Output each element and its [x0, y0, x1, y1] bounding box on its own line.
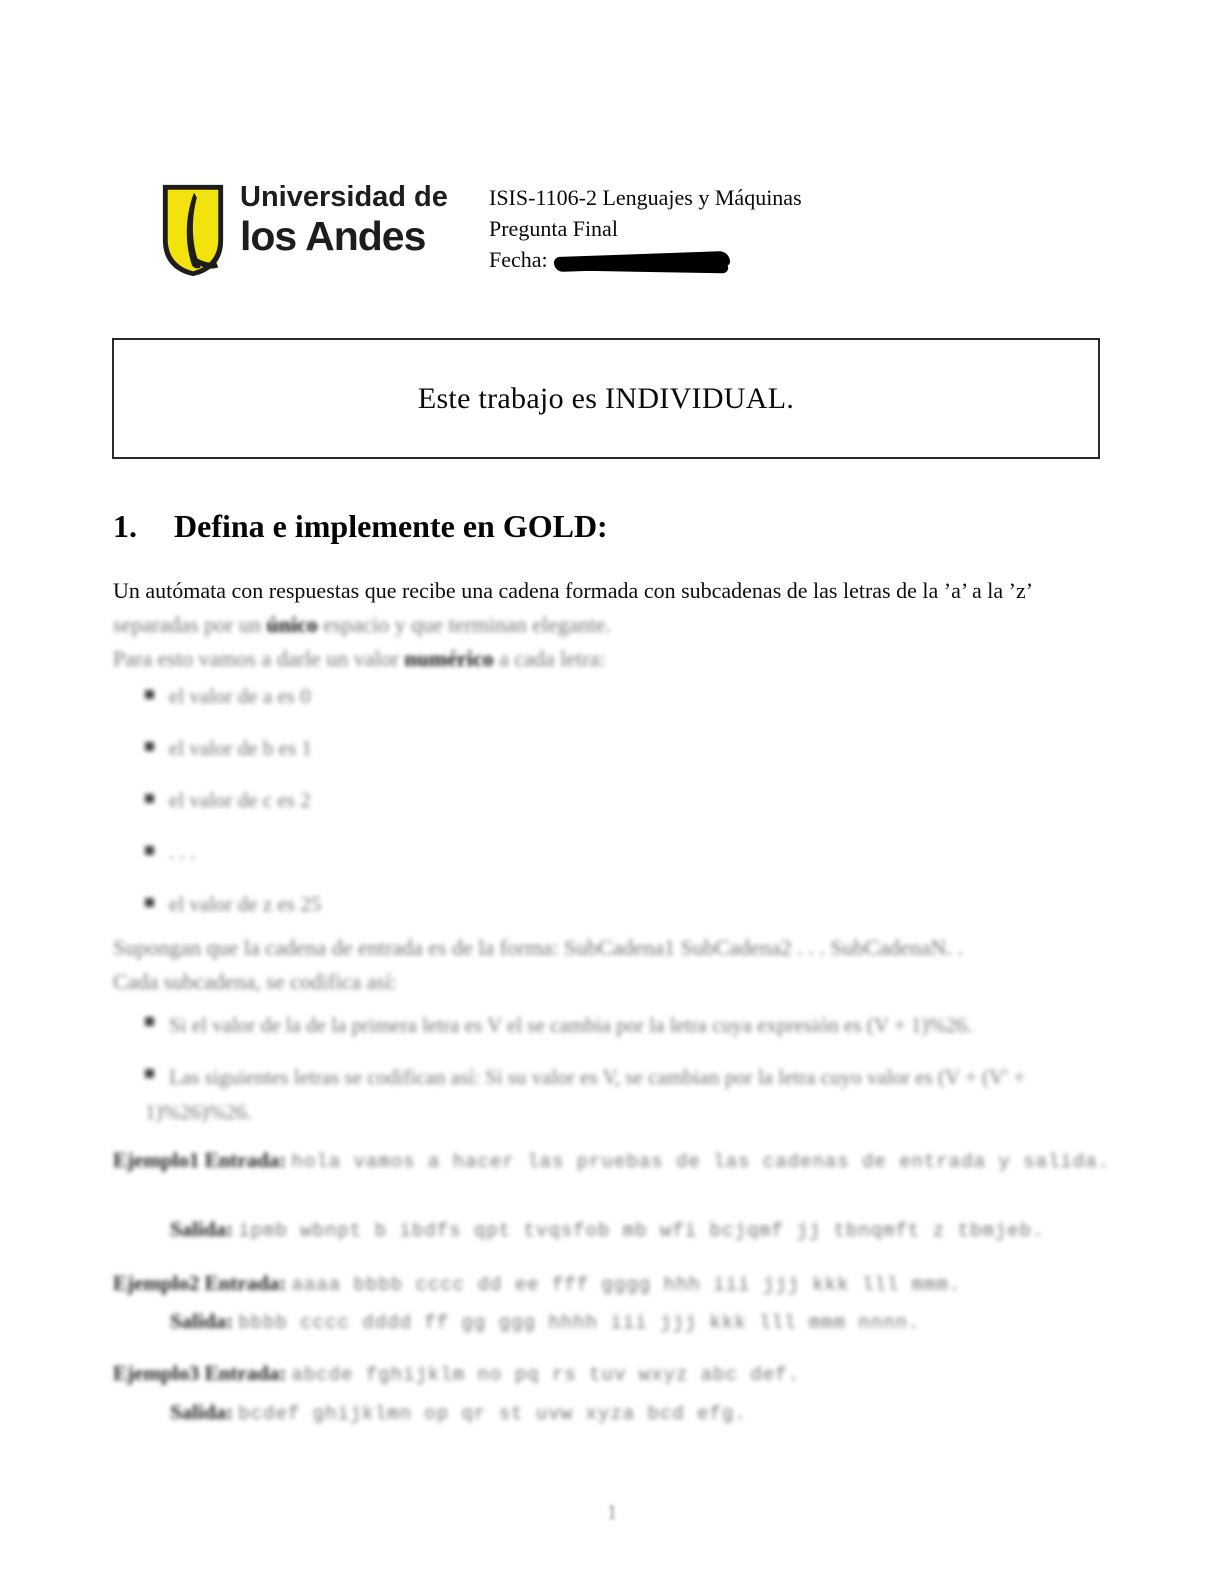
course-title: ISIS-1106-2 Lenguajes y Máquinas: [489, 185, 802, 210]
output-label: Salida:: [170, 1217, 234, 1241]
example-1-input: [113, 1145, 1128, 1177]
redacted-date: [553, 251, 729, 272]
example-2-output: [170, 1306, 1128, 1338]
individual-notice-box: [112, 338, 1100, 459]
example-label: Ejemplo1 Entrada:: [113, 1148, 287, 1172]
example-label: Ejemplo3 Entrada:: [113, 1361, 287, 1385]
section-number: 1.: [113, 508, 137, 544]
letter-value-list: [145, 686, 321, 946]
section-title: Defina e implemente en GOLD:: [174, 508, 608, 544]
example-input-text: hola vamos a hacer las pruebas de las cadenas de entrada y salida.: [291, 1151, 1111, 1173]
intro-line-1: Un autómata con respuestas que recibe una cadena formada con subcadenas de las letras de la ’a’ a la ’z’: [113, 578, 1034, 603]
intro-line-2-bold: único: [266, 612, 318, 637]
square-bullet-icon: [145, 846, 154, 855]
list-item-text: el valor de a es 0: [169, 684, 311, 708]
intro-line-2-pre: separadas por un: [113, 612, 267, 637]
date-label: Fecha:: [489, 247, 548, 272]
logo-line2: los Andes: [240, 213, 426, 259]
university-logo-text: [240, 181, 448, 258]
intro-line-3-blurred: [113, 642, 1108, 676]
rule-text: Las siguientes letras se codifican así: Si su valor es V, se cambian por la letra cuyo valor es (V + (V' + 1)%26)%26.: [145, 1065, 1026, 1124]
encoding-line-1-blurred: Supongan que la cadena de entrada es de la forma: SubCadena1 SubCadena2 . . . SubCadenaN. .: [113, 935, 963, 960]
section-heading: [113, 508, 608, 545]
list-item-text: el valor de z es 25: [169, 892, 322, 916]
list-item: [145, 894, 321, 915]
square-bullet-icon: [145, 1069, 154, 1078]
example-label: Ejemplo2 Entrada:: [113, 1271, 287, 1295]
date-line: [489, 244, 802, 275]
example-output-text: bcdef ghijklmn op qr st uvw xyza bcd efg.: [238, 1403, 747, 1425]
exam-subtitle: Pregunta Final: [489, 216, 618, 241]
encoding-rule-1: [145, 1008, 1123, 1043]
square-bullet-icon: [145, 898, 154, 907]
list-item: [145, 686, 321, 707]
example-3-input: [113, 1358, 1128, 1390]
encoding-rule-2: [145, 1060, 1123, 1130]
rule-text: Si el valor de la de la primera letra es V el se cambia por la letra cuya expresión es (V + 1)%26.: [169, 1013, 973, 1037]
list-item-text: el valor de c es 2: [169, 788, 311, 812]
example-input-text: abcde fghijklm no pq rs tuv wxyz abc def.: [291, 1364, 800, 1386]
example-3-output: [170, 1397, 1128, 1429]
intro-line-3-pre: Para esto vamos a darle un valor: [113, 646, 405, 671]
list-item-text: . . .: [169, 840, 196, 864]
logo-line1: Universidad de: [240, 181, 448, 213]
intro-line-2-blurred: [113, 608, 1108, 642]
example-input-text: aaaa bbbb cccc dd ee fff gggg hhh iii jjj kkk lll mmm.: [291, 1274, 962, 1296]
list-item: [145, 842, 321, 863]
individual-notice-text: Este trabajo es INDIVIDUAL.: [417, 381, 795, 415]
example-2-input: [113, 1268, 1128, 1300]
square-bullet-icon: [145, 690, 154, 699]
university-logo: [159, 181, 448, 280]
course-header: [489, 182, 802, 275]
university-shield-icon: [159, 181, 227, 280]
intro-line-3-bold: numérico: [404, 646, 494, 671]
square-bullet-icon: [145, 1017, 154, 1026]
encoding-line-2-blurred: Cada subcadena, se codifica así:: [113, 969, 398, 994]
intro-line-2-post: espacio y que terminan elegante.: [317, 612, 611, 637]
intro-line-3-post: a cada letra:: [493, 646, 606, 671]
list-item: [145, 738, 321, 759]
list-item-text: el valor de b es 1: [169, 736, 312, 760]
square-bullet-icon: [145, 794, 154, 803]
square-bullet-icon: [145, 742, 154, 751]
list-item: [145, 790, 321, 811]
example-1-output: [170, 1214, 1128, 1246]
example-output-text: ipmb wbnpt b ibdfs qpt tvqsfob mb wfi bcjqmf jj tbnqmft z tbmjeb.: [238, 1220, 1045, 1242]
output-label: Salida:: [170, 1309, 234, 1333]
page-number: 1: [606, 1500, 618, 1524]
output-label: Salida:: [170, 1400, 234, 1424]
example-output-text: bbbb cccc dddd ff gg ggg hhhh iii jjj kkk lll mmm nnnn.: [238, 1312, 921, 1334]
